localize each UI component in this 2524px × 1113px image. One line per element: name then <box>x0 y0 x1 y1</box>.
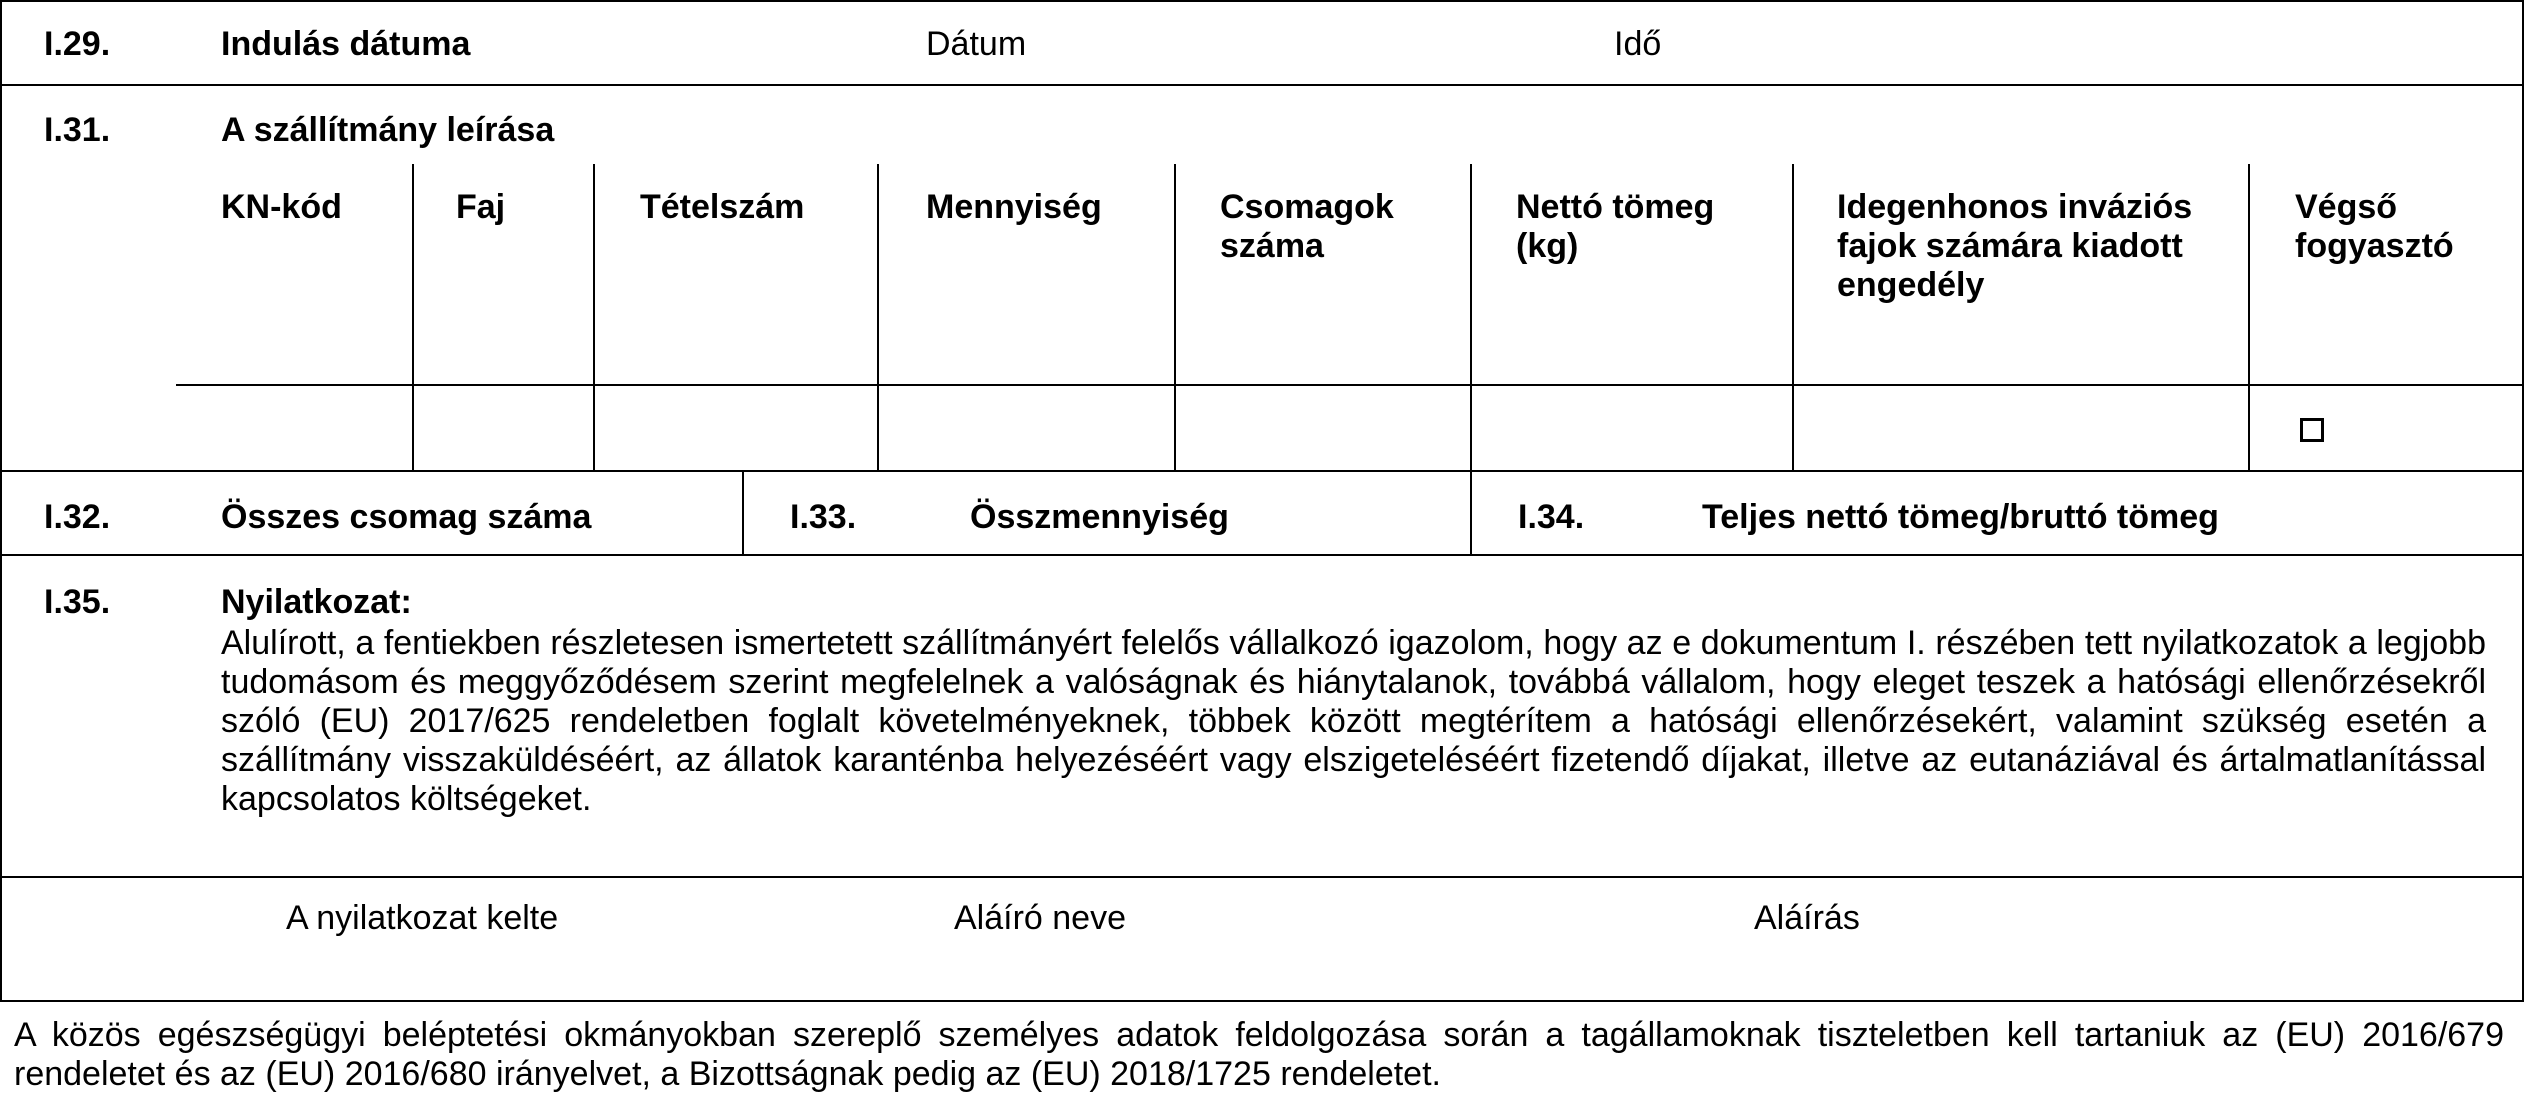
i29-code: I.29. <box>44 25 111 63</box>
i29-time-label: Idő <box>1614 25 1662 63</box>
divider-after-totals <box>0 554 2524 556</box>
i32-title: Összes csomag száma <box>221 498 592 536</box>
col-divider-4 <box>1174 164 1176 472</box>
column-header-final-consumer: Végső fogyasztó <box>2295 188 2454 265</box>
column-header-net-weight: Nettó tömeg (kg) <box>1516 188 1715 265</box>
col-divider-1 <box>412 164 414 472</box>
border-left <box>0 0 2 1002</box>
column-header-quantity: Mennyiség <box>926 188 1102 226</box>
border-bottom <box>0 1000 2524 1002</box>
i34-code: I.34. <box>1518 498 1585 536</box>
col-divider-6 <box>1792 164 1794 472</box>
column-header-kn-code: KN-kód <box>221 188 342 226</box>
i31-title: A szállítmány leírása <box>221 111 555 149</box>
footer-note: A közös egészségügyi beléptetési okmányokban szereplő személyes adatok feldolgozása során a tagállamoknak tiszteletben kell tartaniuk az (EU) 2016/679 rendeletet és az (EU) 2016/680 irányelvet, a Bizottságnak pedig az (EU) 2018/1725 rendeletet. <box>14 1016 2504 1093</box>
signature-label: Aláírás <box>1754 899 1860 937</box>
col-divider-2 <box>593 164 595 472</box>
divider-after-i35 <box>0 876 2524 878</box>
i32-code: I.32. <box>44 498 111 536</box>
divider-after-i31 <box>0 470 2524 472</box>
col-divider-3 <box>877 164 879 472</box>
i29-title: Indulás dátuma <box>221 25 471 63</box>
col-divider-5 <box>1470 164 1472 556</box>
final-consumer-checkbox[interactable] <box>2300 418 2324 442</box>
i35-title: Nyilatkozat: <box>221 583 412 621</box>
column-header-lot-number: Tételszám <box>640 188 805 226</box>
i35-code: I.35. <box>44 583 111 621</box>
signer-name-label: Aláíró neve <box>954 899 1126 937</box>
i34-title: Teljes nettó tömeg/bruttó tömeg <box>1702 498 2219 536</box>
declaration-text: Alulírott, a fentiekben részletesen ismertetett szállítmányért felelős vállalkozó igazolom, hogy az e dokumentum I. részében tett nyilatkozatok a legjobb tudomásom és meggyőződésem szerint megfelelnek a valóságnak és hiánytalanok, továbbá vállalom, hogy eleget teszek a hatósági ellenőrzésekről szóló (EU) 2017/625 rendeletben foglalt követelményeknek, többek között megtérítem a hatósági ellenőrzésekért, valamint szükség esetén a szállítmány visszaküldéséért, az állatok karanténba helyezéséért vagy elszigeteléséért fizetendő díjakat, illetve az eutanáziával és ártalmatlanítással kapcsolatos költségeket. <box>221 624 2486 818</box>
declaration-date-label: A nyilatkozat kelte <box>286 899 559 937</box>
divider-table-header <box>176 384 2524 386</box>
column-header-invasive-species-permit: Idegenhonos inváziós fajok számára kiadott engedély <box>1837 188 2193 304</box>
column-header-package-count: Csomagok száma <box>1220 188 1394 265</box>
i29-date-label: Dátum <box>926 25 1027 63</box>
i33-title: Összmennyiség <box>970 498 1229 536</box>
i33-code: I.33. <box>790 498 857 536</box>
divider-after-i29 <box>0 84 2524 86</box>
i31-code: I.31. <box>44 111 111 149</box>
column-header-species: Faj <box>456 188 506 226</box>
col-divider-7 <box>2248 164 2250 472</box>
border-top <box>0 0 2524 2</box>
col-divider-totals <box>742 470 744 556</box>
